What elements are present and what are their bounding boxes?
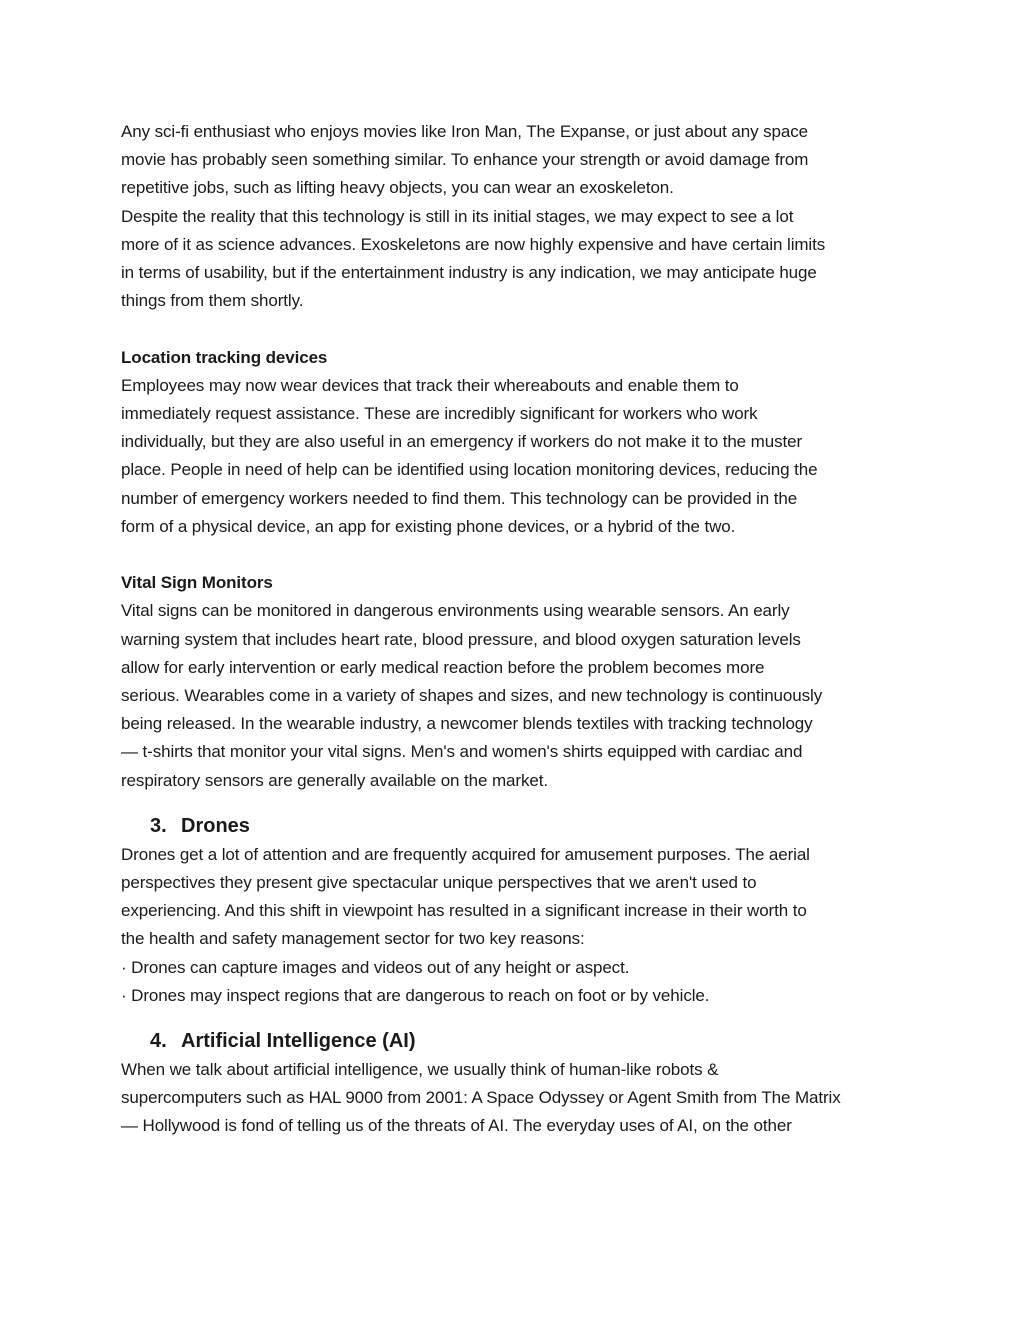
- section-heading: [121, 1026, 911, 1056]
- heading-text: Artificial Intelligence (AI): [181, 1030, 416, 1053]
- section-heading: [121, 811, 911, 841]
- text-line: individually, but they are also useful in an emergency if workers do not make it to the muster: [121, 432, 803, 452]
- text-line: allow for early intervention or early medical reaction before the problem becomes more: [121, 657, 765, 677]
- ai-section: [121, 1026, 911, 1141]
- text-line: Any sci-fi enthusiast who enjoys movies like Iron Man, The Expanse, or just about any space: [121, 122, 808, 141]
- paragraph-spacer: [121, 541, 911, 569]
- text-line: the health and safety management sector for two key reasons:: [121, 929, 585, 949]
- bullet-item: · Drones may inspect regions that are dangerous to reach on foot or by vehicle.: [121, 985, 710, 1005]
- drones-section: [121, 811, 911, 1010]
- document-page: [121, 118, 911, 1141]
- text-line: place. People in need of help can be identified using location monitoring devices, reducing the: [121, 460, 818, 480]
- section-title: Vital Sign Monitors: [121, 573, 273, 593]
- section-title: Location tracking devices: [121, 347, 328, 367]
- heading-number: 3.: [150, 814, 167, 837]
- text-line: serious. Wearables come in a variety of shapes and sizes, and new technology is continuously: [121, 686, 823, 706]
- text-line: number of emergency workers needed to find them. This technology can be provided in the: [121, 488, 798, 508]
- location-tracking-section: [121, 344, 911, 541]
- text-line: movie has probably seen something similar. To enhance your strength or avoid damage from: [121, 150, 809, 170]
- text-line: Drones get a lot of attention and are frequently acquired for amusement purposes. The aerial: [121, 844, 810, 864]
- text-line: warning system that includes heart rate, blood pressure, and blood oxygen saturation levels: [121, 629, 801, 649]
- text-line: Vital signs can be monitored in dangerous environments using wearable sensors. An early: [121, 601, 790, 621]
- text-line: immediately request assistance. These are incredibly significant for workers who work: [121, 404, 758, 424]
- text-line: — t-shirts that monitor your vital signs. Men's and women's shirts equipped with cardiac and: [121, 742, 803, 762]
- text-line: perspectives they present give spectacular unique perspectives that we aren't used to: [121, 873, 757, 893]
- text-line: things from them shortly.: [121, 291, 304, 311]
- text-line: When we talk about artificial intelligence, we usually think of human-like robots &: [121, 1060, 719, 1080]
- paragraph-spacer: [121, 315, 911, 343]
- text-line: in terms of usability, but if the entertainment industry is any indication, we may anticipate huge: [121, 263, 817, 283]
- vital-sign-section: [121, 569, 911, 795]
- bullet-item: · Drones can capture images and videos out of any height or aspect.: [121, 957, 630, 977]
- text-line: form of a physical device, an app for existing phone devices, or a hybrid of the two.: [121, 516, 736, 536]
- intro-paragraph: [121, 118, 911, 315]
- text-line: more of it as science advances. Exoskeletons are now highly expensive and have certain limits: [121, 234, 826, 254]
- text-line: being released. In the wearable industry, a newcomer blends textiles with tracking technology: [121, 714, 813, 734]
- text-line: — Hollywood is fond of telling us of the threats of AI. The everyday uses of AI, on the other: [121, 1116, 792, 1136]
- text-line: Despite the reality that this technology is still in its initial stages, we may expect to see a lot: [121, 206, 794, 226]
- text-line: repetitive jobs, such as lifting heavy objects, you can wear an exoskeleton.: [121, 178, 674, 198]
- heading-text: Drones: [181, 814, 250, 837]
- heading-number: 4.: [150, 1030, 167, 1053]
- text-line: respiratory sensors are generally available on the market.: [121, 770, 548, 790]
- text-line: experiencing. And this shift in viewpoint has resulted in a significant increase in their worth to: [121, 901, 807, 921]
- text-line: Employees may now wear devices that track their whereabouts and enable them to: [121, 375, 739, 395]
- text-line: supercomputers such as HAL 9000 from 2001: A Space Odyssey or Agent Smith from The Matrix: [121, 1088, 841, 1108]
